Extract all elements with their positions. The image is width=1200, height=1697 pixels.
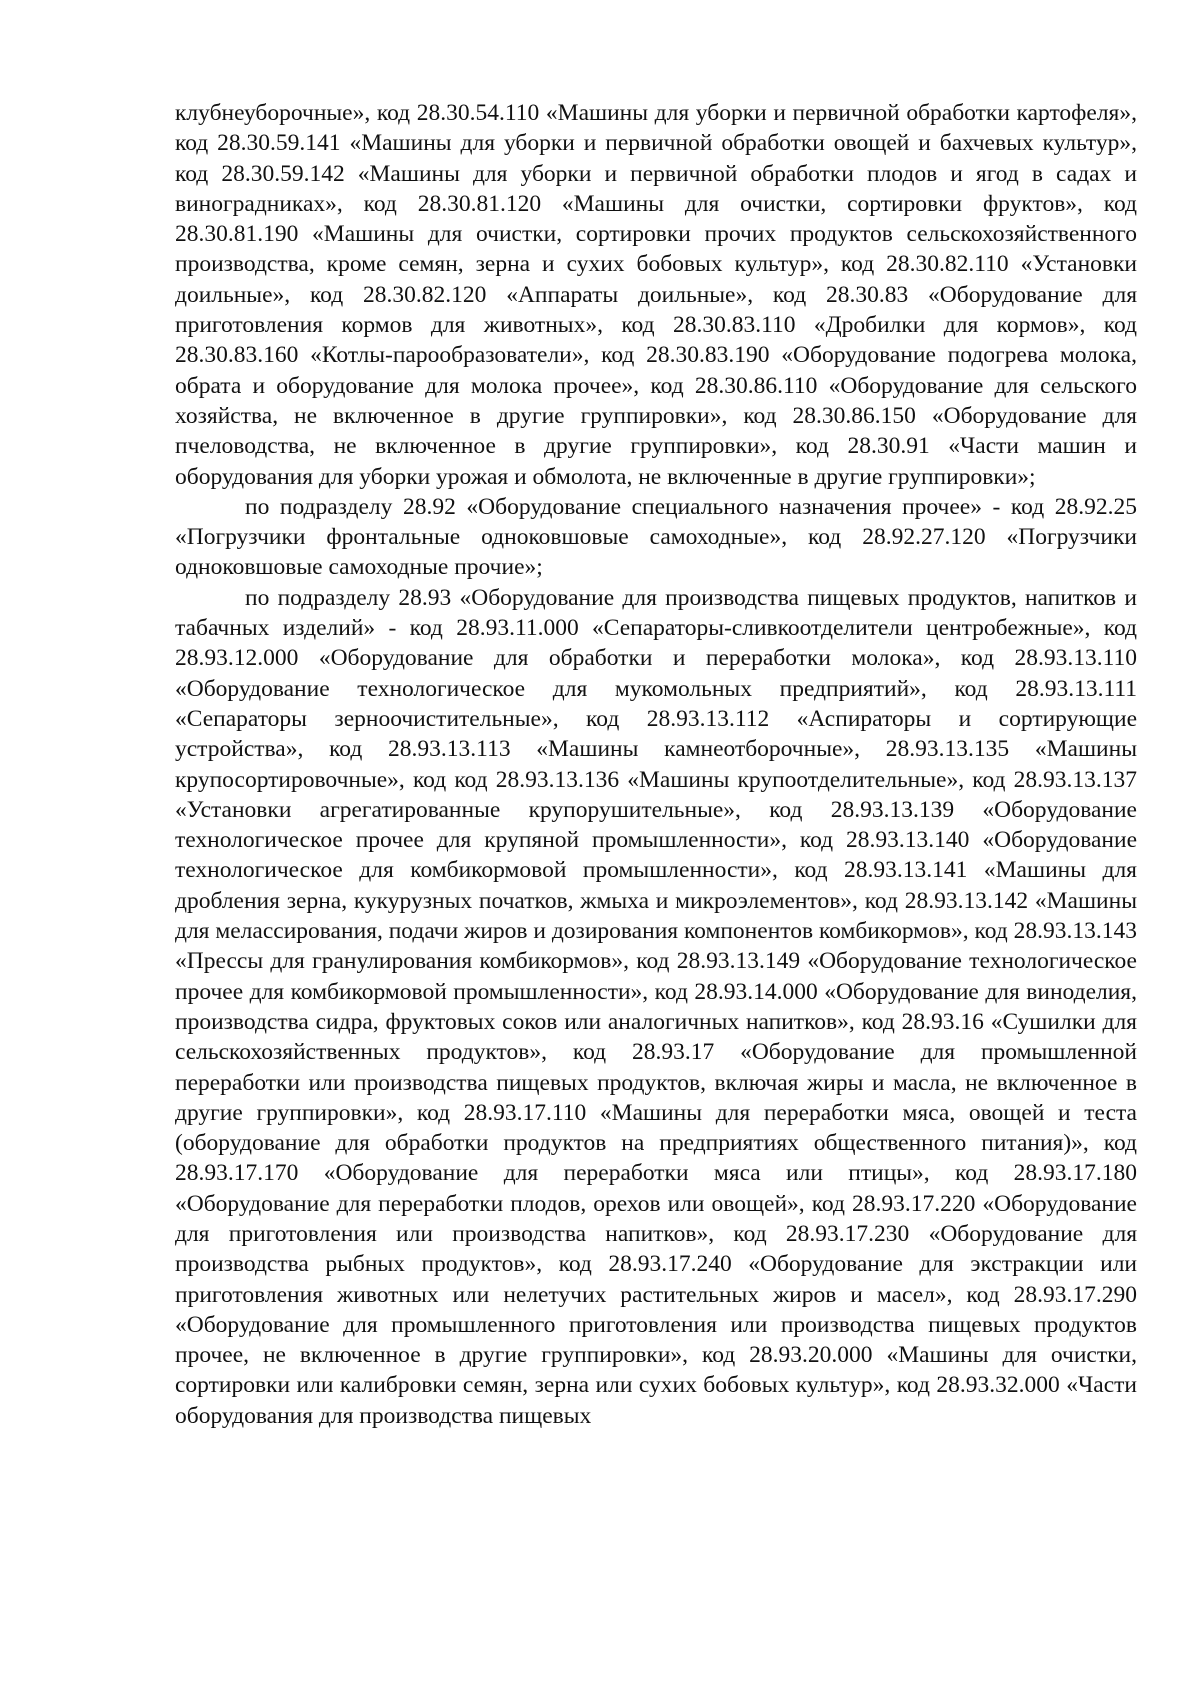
paragraph-continuation: клубнеуборочные», код 28.30.54.110 «Машины для уборки и первичной обработки картофеля», код 28.30.59.141 «Машины для уборки и первичной обработки овощей и бахчевых культур», код 28.30.59.142 «Машины для уборки и первичной обработки плодов и ягод в садах и виноградниках», код 28.30.81.120 «Машины для очистки, сортировки фруктов», код 28.30.81.190 «Машины для очистки, сортировки прочих продуктов сельскохозяйственного производства, кроме семян, зерна и сухих бобовых культур», код 28.30.82.110 «Установки доильные», код 28.30.82.120 «Аппараты доильные», код 28.30.83 «Оборудование для приготовления кормов для животных», код 28.30.83.110 «Дробилки для кормов», код 28.30.83.160 «Котлы-парообразователи», код 28.30.83.190 «Оборудование подогрева молока, обрата и оборудование для молока прочее», код 28.30.86.110 «Оборудование для сельского хозяйства, не включенное в другие группировки», код 28.30.86.150 «Оборудование для пчеловодства, не включенное в другие группировки», код 28.30.91 «Части машин и оборудования для уборки урожая и обмолота, не включенные в другие группировки»; [175, 100, 1137, 490]
paragraph-subsection-28-92: по подразделу 28.92 «Оборудование специального назначения прочее» - код 28.92.25 «Погрузчики фронтальные одноковшовые самоходные», код 28.92.27.120 «Погрузчики одноковшовые самоходные прочие»; [175, 493, 1137, 581]
document-page [175, 98, 1137, 1431]
paragraph-subsection-28-93: по подразделу 28.93 «Оборудование для производства пищевых продуктов, напитков и табачных изделий» - код 28.93.11.000 «Сепараторы-сливкоотделители центробежные», код 28.93.12.000 «Оборудование для обработки и переработки молока», код 28.93.13.110 «Оборудование технологическое для мукомольных предприятий», код 28.93.13.111 «Сепараторы зерноочистительные», код 28.93.13.112 «Аспираторы и сортирующие устройства», код 28.93.13.113 «Машины камнеотборочные», 28.93.13.135 «Машины крупосортировочные», код код 28.93.13.136 «Машины крупоотделительные», код 28.93.13.137 «Установки агрегатированные крупорушительные», код 28.93.13.139 «Оборудование технологическое прочее для крупяной промышленности», код 28.93.13.140 «Оборудование технологическое для комбикормовой промышленности», код 28.93.13.141 «Машины для дробления зерна, кукурузных початков, жмыха и микроэлементов», код 28.93.13.142 «Машины для мелассирования, подачи жиров и дозирования компонентов комбикормов», код 28.93.13.143 «Прессы для гранулирования комбикормов», код 28.93.13.149 «Оборудование технологическое прочее для комбикормовой промышленности», код 28.93.14.000 «Оборудование для виноделия, производства сидра, фруктовых соков или аналогичных напитков», код 28.93.16 «Сушилки для сельскохозяйственных продуктов», код 28.93.17 «Оборудование для промышленной переработки или производства пищевых продуктов, включая жиры и масла, не включенное в другие группировки», код 28.93.17.110 «Машины для переработки мяса, овощей и теста (оборудование для обработки продуктов на предприятиях общественного питания)», код 28.93.17.170 «Оборудование для переработки мяса или птицы», код 28.93.17.180 «Оборудование для переработки плодов, орехов или овощей», код 28.93.17.220 «Оборудование для приготовления или производства напитков», код 28.93.17.230 «Оборудование для производства рыбных продуктов», код 28.93.17.240 «Оборудование для экстракции или приготовления животных или нелетучих растительных жиров и масел», код 28.93.17.290 «Оборудование для промышленного приготовления или производства пищевых продуктов прочее, не включенное в другие группировки», код 28.93.20.000 «Машины для очистки, сортировки или калибровки семян, зерна или сухих бобовых культур», код 28.93.32.000 «Части оборудования для производства пищевых [175, 584, 1137, 1429]
